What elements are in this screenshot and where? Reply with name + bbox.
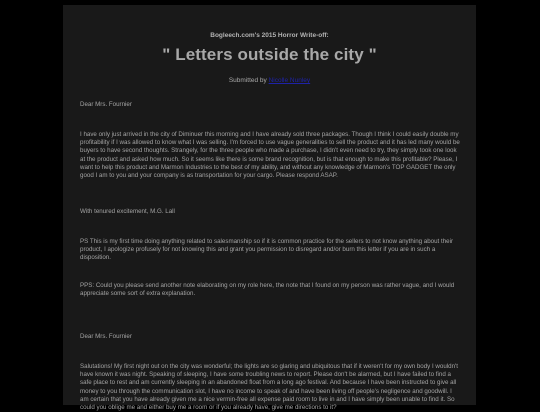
letter-body-paragraph: I have only just arrived in the city of Diminuer this morning and I have already sold three packages. Though I think I could easily double my profitability if I was allowed to know what I was selling. I'm forced to use vague generalities to sell the product and it has led many would be buyers to have second thoughts. Strangely, for the three people who made a purchase, I didn't even need to try, they simply took one look at the product and asked how much. So it seems like there is some brand recognition, but is that enough to make this profitable? Please, I want to help this product and Marmon Industries to the best of my ability, and without any knowledge of Marmon's TOP GADGET the only good I am to you and your company is as transportation for your cargo. Please respond ASAP. — [80, 131, 460, 180]
letter-salutation: Dear Mrs. Fournier — [80, 101, 132, 108]
letter-postscript-2: PPS: Could you please send another note elaborating on my role here, the note that I found on my person was rather vague, and I would appreciate some sort of extra explanation. — [80, 282, 455, 298]
story-title: " Letters outside the city " — [162, 45, 377, 64]
letter-signature: With tenured excitement, M.G. Lall — [80, 208, 175, 215]
article-page — [63, 5, 476, 412]
byline-prefix: Submitted by — [228, 77, 267, 84]
byline — [63, 77, 476, 84]
letter-body-paragraph-2: Salutations! My first night out on the city was wonderful; the lights are so glaring and ubiquitous that if it weren't for my own body I wouldn't have known it was night. Speaking of sleeping, I have some troubling news to report. Please don't be alarmed, but I have failed to find a safe place to rest and am currently sleeping in an abandoned float from a long ago festival. And because I have been instructed to give all money to you through the communication slot, I have no income to speak of and have been living off people's negligence and goodwill. I am certain that you have already given me a nice vermin-free all expense paid room to live in and I have simply been unable to find it. So could you oblige me and either buy me a room or if you already have, give me directions to it? — [80, 363, 458, 412]
letter-salutation-2: Dear Mrs. Fournier — [80, 333, 132, 340]
author-link[interactable]: Nicolle Nunley — [268, 77, 311, 84]
letter-postscript: PS This is my first time doing anything related to salesmanship so if it is common practice for the sellers to not know anything about their product, I apologize profusely for not knowing this and grant you permission to disregard and/or burn this letter if you are in such a disposition. — [80, 238, 454, 262]
site-title: Bogleech.com's 2015 Horror Write-off: — [210, 32, 329, 39]
